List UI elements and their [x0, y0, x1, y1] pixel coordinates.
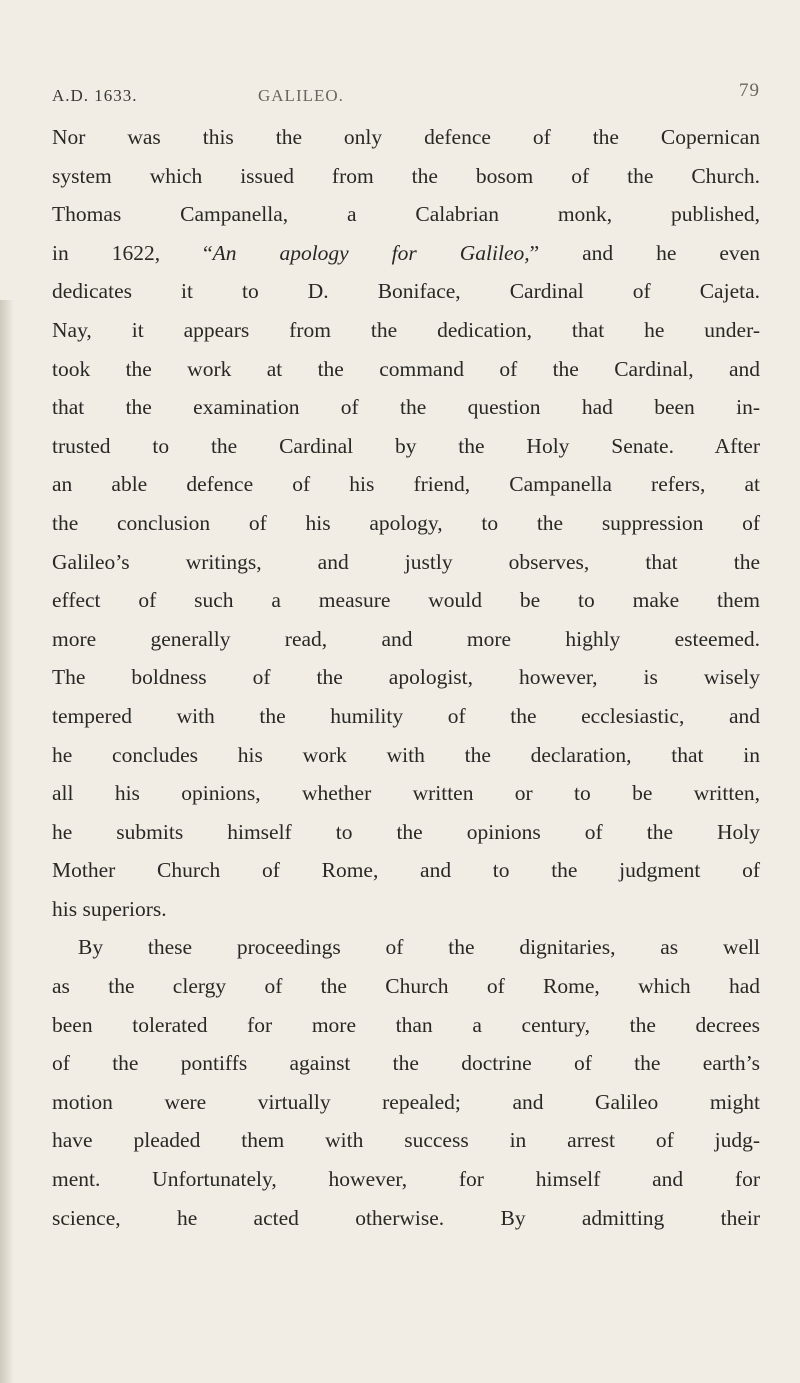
text-line: more generally read, and more highly esteemed.: [52, 626, 760, 651]
text-line: that the examination of the question had been in-: [52, 395, 760, 420]
text-line: have pleaded them with success in arrest of judg-: [52, 1128, 760, 1153]
text-fragment: in 1622, “: [52, 240, 213, 265]
text-line: tempered with the humility of the ecclesiastic, and: [52, 703, 760, 728]
text-line: By these proceedings of the dignitaries, as well: [78, 935, 760, 960]
text-line: Mother Church of Rome, and to the judgment of: [52, 858, 760, 883]
text-line: an able defence of his friend, Campanella refers, at: [52, 472, 760, 497]
text-line: ment. Unfortunately, however, for himself and for: [52, 1167, 760, 1192]
text-line: Galileo’s writings, and justly observes, that the: [52, 549, 760, 574]
text-line: of the pontiffs against the doctrine of the earth’s: [52, 1051, 760, 1076]
text-line: motion were virtually repealed; and Galileo might: [52, 1089, 760, 1114]
text-line: system which issued from the bosom of the Church.: [52, 163, 760, 188]
text-fragment: ” and he even: [529, 240, 761, 265]
text-line: effect of such a measure would be to make them: [52, 588, 760, 613]
text-line: his superiors.: [52, 896, 167, 921]
text-line: he submits himself to the opinions of the Holy: [52, 819, 760, 844]
text-line: science, he acted otherwise. By admitting their: [52, 1205, 760, 1230]
text-line: all his opinions, whether written or to be written,: [52, 781, 760, 806]
text-line: Nay, it appears from the dedication, that he under-: [52, 317, 760, 342]
book-title: An apology for Galileo,: [212, 240, 530, 265]
text-line: The boldness of the apologist, however, is wisely: [52, 665, 760, 690]
text-line: trusted to the Cardinal by the Holy Senate. After: [52, 433, 760, 458]
page-number: 79: [739, 80, 760, 101]
running-head-date: A.D. 1633.: [52, 86, 138, 105]
text-line: as the clergy of the Church of Rome, which had: [52, 974, 760, 999]
running-head: [52, 80, 760, 110]
text-line: Thomas Campanella, a Calabrian monk, published,: [52, 202, 760, 227]
text-line: [52, 234, 760, 273]
text-line: Nor was this the only defence of the Copernican: [52, 125, 760, 149]
body-text: [52, 118, 760, 1237]
running-head-title: GALILEO.: [258, 86, 344, 105]
text-line: been tolerated for more than a century, the decrees: [52, 1012, 760, 1037]
text-line: the conclusion of his apology, to the suppression of: [52, 510, 760, 535]
text-line: took the work at the command of the Cardinal, and: [52, 356, 760, 381]
binding-shadow: [0, 300, 14, 1383]
text-line: he concludes his work with the declaration, that in: [52, 742, 760, 767]
text-line: dedicates it to D. Boniface, Cardinal of Cajeta.: [52, 279, 760, 304]
